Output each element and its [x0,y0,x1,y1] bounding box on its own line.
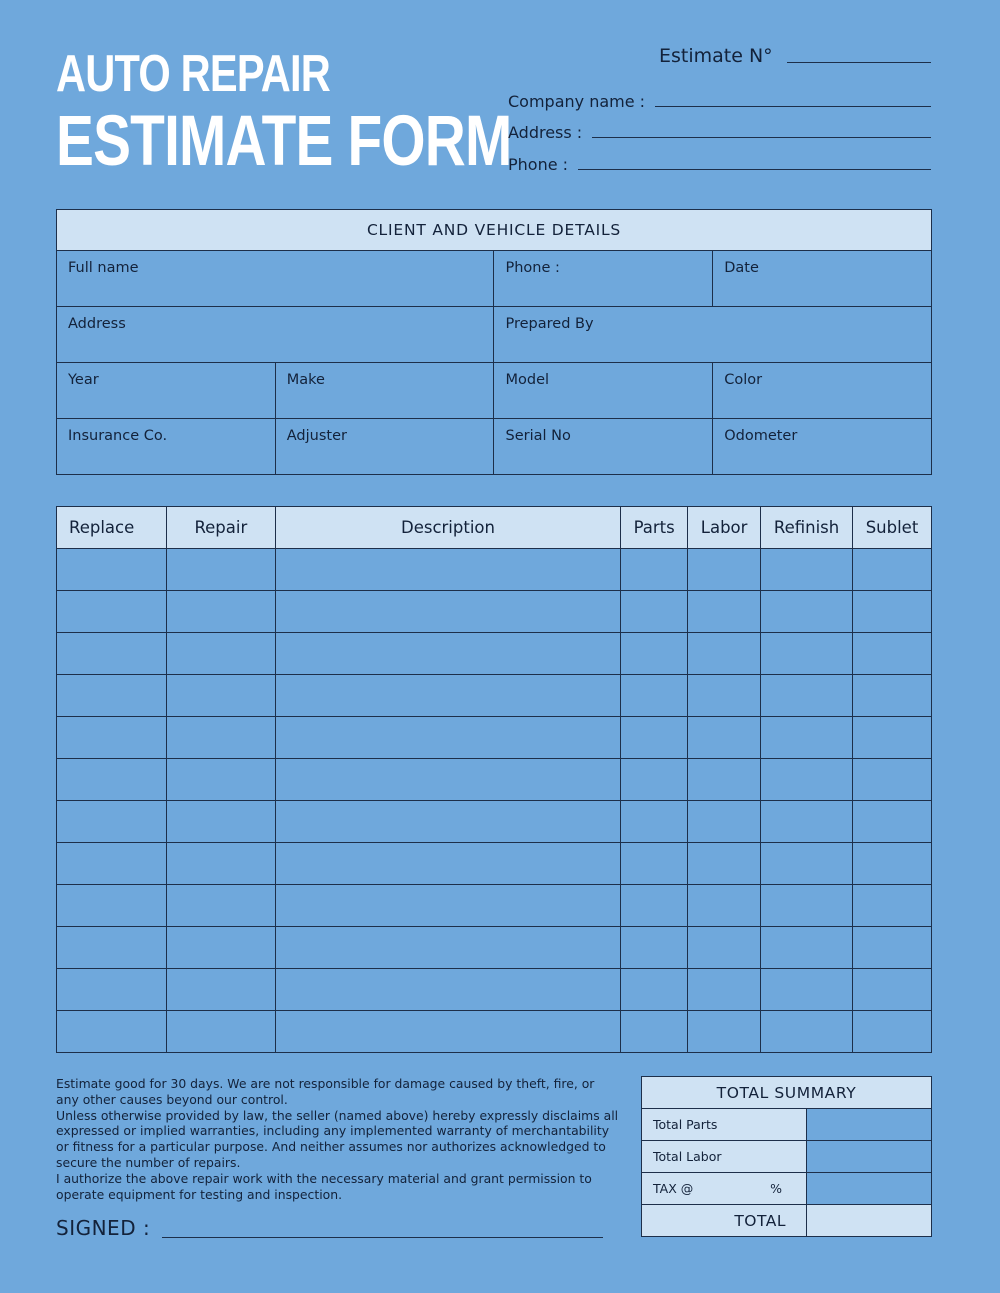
cell-labor[interactable] [688,633,761,675]
odometer-label: Odometer [724,428,798,444]
signature-line[interactable] [162,1237,603,1238]
cell-description[interactable] [275,801,620,843]
cell-repair[interactable] [166,1011,275,1053]
serial-no-label: Serial No [505,428,571,444]
client-address-label: Address [68,316,126,332]
cell-labor[interactable] [688,1011,761,1053]
client-vehicle-table [56,209,932,475]
cell-sublet[interactable] [853,633,932,675]
make-cell[interactable] [275,363,494,419]
company-address-label: Address : [508,123,583,142]
form-title-line2: ESTIMATE FORM [56,102,512,181]
cell-refinish[interactable] [761,801,853,843]
client-section-title: CLIENT AND VEHICLE DETAILS [57,210,932,251]
cell-description[interactable] [275,969,620,1011]
column-refinish: Refinish [761,507,853,549]
signature-label: SIGNED : [56,1216,151,1240]
cell-parts[interactable] [621,843,688,885]
cell-refinish[interactable] [761,717,853,759]
column-description: Description [275,507,620,549]
cell-replace[interactable] [57,1011,167,1053]
estimate-number-field[interactable] [659,45,931,67]
total-parts-value[interactable] [807,1109,932,1141]
cell-sublet[interactable] [853,759,932,801]
cell-description[interactable] [275,675,620,717]
cell-description[interactable] [275,759,620,801]
cell-repair[interactable] [166,591,275,633]
client-phone-label: Phone : [505,260,560,276]
insurance-label: Insurance Co. [68,428,168,444]
table-row [57,843,932,885]
cell-replace[interactable] [57,927,167,969]
company-phone-label: Phone : [508,155,569,174]
cell-labor[interactable] [688,885,761,927]
repair-items-table [56,506,932,1053]
cell-refinish[interactable] [761,927,853,969]
cell-sublet[interactable] [853,549,932,591]
cell-sublet[interactable] [853,801,932,843]
tax-label-cell[interactable] [642,1173,807,1205]
company-address-line[interactable] [592,137,931,138]
full-name-cell[interactable] [57,251,494,307]
cell-parts[interactable] [621,759,688,801]
tax-value[interactable] [807,1173,932,1205]
total-value[interactable] [807,1205,932,1237]
cell-parts[interactable] [621,885,688,927]
cell-repair[interactable] [166,801,275,843]
client-address-cell[interactable] [57,307,494,363]
cell-sublet[interactable] [853,969,932,1011]
column-sublet: Sublet [853,507,932,549]
cell-description[interactable] [275,591,620,633]
cell-labor[interactable] [688,675,761,717]
cell-replace[interactable] [57,633,167,675]
cell-replace[interactable] [57,759,167,801]
column-repair: Repair [166,507,275,549]
company-address-field[interactable] [508,123,931,142]
table-row [57,591,932,633]
table-row [57,633,932,675]
signature-field[interactable] [56,1216,603,1240]
total-labor-value[interactable] [807,1141,932,1173]
cell-refinish[interactable] [761,675,853,717]
cell-repair[interactable] [166,717,275,759]
cell-sublet[interactable] [853,885,932,927]
company-name-line[interactable] [655,106,931,107]
cell-labor[interactable] [688,927,761,969]
table-row [57,969,932,1011]
cell-sublet[interactable] [853,1011,932,1053]
cell-refinish[interactable] [761,885,853,927]
cell-sublet[interactable] [853,591,932,633]
cell-repair[interactable] [166,969,275,1011]
column-labor: Labor [688,507,761,549]
cell-repair[interactable] [166,927,275,969]
cell-refinish[interactable] [761,969,853,1011]
cell-labor[interactable] [688,717,761,759]
cell-repair[interactable] [166,885,275,927]
total-summary-table [641,1076,932,1237]
cell-replace[interactable] [57,717,167,759]
cell-parts[interactable] [621,969,688,1011]
cell-parts[interactable] [621,717,688,759]
cell-parts[interactable] [621,801,688,843]
model-label: Model [505,372,550,388]
table-row [57,1011,932,1053]
cell-parts[interactable] [621,549,688,591]
cell-description[interactable] [275,549,620,591]
full-name-label: Full name [68,260,139,276]
tax-label: TAX @ [653,1181,694,1196]
cell-replace[interactable] [57,969,167,1011]
adjuster-cell[interactable] [275,419,494,475]
cell-parts[interactable] [621,675,688,717]
cell-replace[interactable] [57,843,167,885]
make-label: Make [286,372,325,388]
cell-labor[interactable] [688,801,761,843]
date-cell[interactable] [713,251,932,307]
cell-replace[interactable] [57,801,167,843]
tax-percent-sign: % [770,1181,782,1196]
adjuster-label: Adjuster [286,428,347,444]
column-replace: Replace [57,507,167,549]
disclaimer-paragraph-2: Unless otherwise provided by law, the seller (named above) hereby expressly disclaims all expressed or implied warranties, including any implemented warranty of merchantability or fitness for a particular purpose. And neither assumes nor authorizes acknowledged to secure the number of repairs. [56,1107,619,1170]
cell-refinish[interactable] [761,759,853,801]
cell-repair[interactable] [166,675,275,717]
form-title-line1: AUTO REPAIR [56,45,330,103]
total-label: TOTAL [642,1205,807,1237]
cell-sublet[interactable] [853,843,932,885]
total-parts-label: Total Parts [642,1109,807,1141]
cell-repair[interactable] [166,843,275,885]
estimate-number-label: Estimate N° [659,45,773,67]
cell-description[interactable] [275,717,620,759]
cell-labor[interactable] [688,759,761,801]
company-phone-field[interactable] [508,155,931,174]
table-row [57,759,932,801]
cell-repair[interactable] [166,633,275,675]
summary-title: TOTAL SUMMARY [642,1077,932,1109]
cell-refinish[interactable] [761,633,853,675]
year-cell[interactable] [57,363,276,419]
cell-sublet[interactable] [853,927,932,969]
cell-parts[interactable] [621,633,688,675]
year-label: Year [68,372,99,388]
company-phone-line[interactable] [578,169,931,170]
prepared-by-label: Prepared By [505,316,594,332]
table-row [57,549,932,591]
cell-repair[interactable] [166,759,275,801]
disclaimer-paragraph-3: I authorize the above repair work with the necessary material and grant permission to operate equipment for testing and inspection. [56,1170,592,1202]
cell-repair[interactable] [166,549,275,591]
odometer-cell[interactable] [713,419,932,475]
company-name-label: Company name : [508,92,646,111]
table-row [57,717,932,759]
cell-parts[interactable] [621,1011,688,1053]
cell-labor[interactable] [688,969,761,1011]
date-label: Date [724,260,759,276]
cell-labor[interactable] [688,591,761,633]
company-name-field[interactable] [508,92,931,111]
serial-no-cell[interactable] [494,419,713,475]
color-cell[interactable] [713,363,932,419]
cell-description[interactable] [275,633,620,675]
cell-description[interactable] [275,1011,620,1053]
cell-sublet[interactable] [853,675,932,717]
cell-refinish[interactable] [761,591,853,633]
disclaimer-text [56,1076,621,1202]
cell-replace[interactable] [57,549,167,591]
cell-sublet[interactable] [853,717,932,759]
column-parts: Parts [621,507,688,549]
total-labor-label: Total Labor [642,1141,807,1173]
table-row [57,927,932,969]
table-row [57,675,932,717]
items-body [57,549,932,1053]
cell-labor[interactable] [688,843,761,885]
cell-description[interactable] [275,885,620,927]
cell-refinish[interactable] [761,843,853,885]
estimate-number-line[interactable] [787,62,931,63]
cell-description[interactable] [275,927,620,969]
insurance-cell[interactable] [57,419,276,475]
cell-refinish[interactable] [761,549,853,591]
disclaimer-paragraph-1: Estimate good for 30 days. We are not responsible for damage caused by theft, fire, or any other causes beyond our control. [56,1076,595,1107]
table-row [57,801,932,843]
prepared-by-cell[interactable] [494,307,932,363]
cell-refinish[interactable] [761,1011,853,1053]
model-cell[interactable] [494,363,713,419]
table-row [57,885,932,927]
cell-replace[interactable] [57,885,167,927]
cell-replace[interactable] [57,591,167,633]
color-label: Color [724,372,763,388]
client-phone-cell[interactable] [494,251,713,307]
cell-parts[interactable] [621,927,688,969]
cell-description[interactable] [275,843,620,885]
cell-replace[interactable] [57,675,167,717]
cell-labor[interactable] [688,549,761,591]
cell-parts[interactable] [621,591,688,633]
